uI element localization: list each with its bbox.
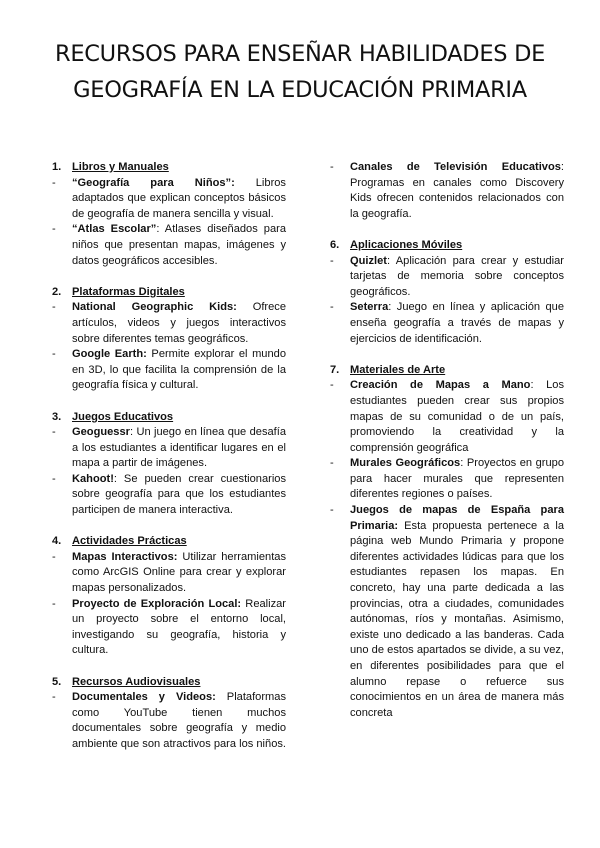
section-heading xyxy=(52,410,286,426)
item-description: : Los estudiantes pueden crear sus propios mapas de su comunidad o de un país, promoviendo la creatividad y la comprensión geográfica xyxy=(350,379,564,454)
section-heading xyxy=(52,285,286,301)
item-term: Documentales y Videos: xyxy=(72,691,216,704)
item-term: Creación de Mapas a Mano xyxy=(350,379,531,392)
section-title: Libros y Manuales xyxy=(72,161,169,173)
section-number: 6. xyxy=(330,238,340,251)
section xyxy=(330,363,564,722)
item-text xyxy=(72,222,286,269)
list-item xyxy=(330,254,564,301)
bullet-dash: - xyxy=(52,426,56,439)
section xyxy=(52,410,286,519)
item-text xyxy=(72,300,286,347)
bullet-dash: - xyxy=(330,254,334,267)
item-term: Geoguessr xyxy=(72,426,130,439)
section-title: Actividades Prácticas xyxy=(72,535,187,548)
bullet-dash: - xyxy=(52,472,56,485)
list-item xyxy=(52,300,286,347)
list-item xyxy=(52,690,286,752)
item-text xyxy=(72,425,286,472)
item-description: Ofrece artículos, videos y juegos interactivos sobre diferentes temas geográficos. xyxy=(72,301,287,345)
item-description: Utilizar herramientas como ArcGIS Online para crear y explorar mapas personalizados. xyxy=(72,550,286,595)
document-title xyxy=(0,36,600,108)
item-description: : Proyectos en grupo para hacer murales que representen diferentes regiones o países. xyxy=(350,457,564,501)
section xyxy=(52,534,286,659)
item-text xyxy=(350,160,564,222)
section-heading xyxy=(52,534,286,550)
section-number: 5. xyxy=(52,675,62,688)
section-number: 1. xyxy=(52,161,62,173)
item-description: Libros adaptados que explican conceptos básicos de geografía de manera sencilla y visual. xyxy=(72,176,286,220)
item-text xyxy=(72,472,286,519)
list-item xyxy=(52,347,286,394)
bullet-dash: - xyxy=(330,457,334,470)
list-item xyxy=(52,597,286,659)
list-item xyxy=(52,472,286,519)
list-item xyxy=(52,425,286,472)
section-heading xyxy=(330,238,564,254)
item-text xyxy=(350,456,564,503)
item-description: : Programas en canales como Discovery Kids ofrecen contenidos relacionados con la geografía. xyxy=(350,161,564,220)
section-title: Juegos Educativos xyxy=(72,410,174,423)
section-heading xyxy=(330,363,564,379)
bullet-dash: - xyxy=(330,379,334,392)
item-text xyxy=(350,378,564,456)
section-title: Recursos Audiovisuales xyxy=(72,675,201,688)
item-term: Mapas Interactivos: xyxy=(72,550,178,563)
item-text xyxy=(72,347,286,394)
item-text xyxy=(350,300,564,347)
document-body xyxy=(52,160,564,753)
bullet-dash: - xyxy=(52,597,56,610)
item-term: Juegos de mapas de España para Primaria: xyxy=(350,504,564,532)
item-description: : Se pueden crear cuestionarios sobre geografía para que los estudiantes participen de manera interactiva. xyxy=(72,472,286,517)
item-text xyxy=(350,503,564,721)
bullet-dash: - xyxy=(330,504,334,517)
section-number: 2. xyxy=(52,285,62,298)
item-term: Kahoot! xyxy=(72,472,114,485)
item-term: Google Earth: xyxy=(72,348,147,361)
section xyxy=(52,285,286,394)
item-description: : Aplicación para crear y estudiar tarjetas de memoria sobre conceptos geográficos. xyxy=(350,254,564,298)
list-item xyxy=(52,222,286,269)
title-line-2: GEOGRAFÍA EN LA EDUCACIÓN PRIMARIA xyxy=(73,77,527,103)
item-term: Murales Geográficos xyxy=(350,457,461,470)
list-item xyxy=(330,160,564,222)
section-title: Aplicaciones Móviles xyxy=(350,238,463,251)
list-item xyxy=(330,503,564,721)
item-text xyxy=(72,176,286,223)
bullet-dash: - xyxy=(52,176,56,189)
bullet-dash: - xyxy=(52,691,56,704)
list-item xyxy=(330,378,564,456)
item-term: Quizlet xyxy=(350,254,387,267)
list-item xyxy=(52,176,286,223)
bullet-dash: - xyxy=(52,348,56,361)
item-description: Esta propuesta pertenece a la página web Mundo Primaria y propone diferentes actividades lúdicas para que los estudiantes repasen los mapas. En concreto, hay una parte dedicada a las provincias, otra a ciudades, comunidades autónomas, ríos y montañas. Asimismo, existe uno dedicado a las banderas. Cada uno de estos apartados se divide, a su vez, en diferentes posibilidades para que el alumno repase o refuerce sus conocimientos en un área de manera más concreta xyxy=(350,519,564,719)
bullet-dash: - xyxy=(330,161,334,173)
list-item xyxy=(330,300,564,347)
item-term: Proyecto de Exploración Local: xyxy=(72,597,242,610)
item-term: National Geographic Kids: xyxy=(72,301,237,314)
list-item xyxy=(52,550,286,597)
section-heading xyxy=(52,675,286,691)
section-number: 7. xyxy=(330,363,340,376)
item-description: : Atlases diseñados para niños que presentan mapas, imágenes y datos geográficos accesibles. xyxy=(72,223,286,267)
item-description: Plataformas como YouTube tienen muchos documentales sobre geografía y medio ambiente que son atractivos para los niños. xyxy=(72,691,286,750)
item-term: “Geografía para Niños”: xyxy=(72,176,235,189)
section-title: Materiales de Arte xyxy=(350,363,446,376)
section xyxy=(330,238,564,347)
section-heading xyxy=(52,160,286,176)
item-text xyxy=(350,254,564,301)
section xyxy=(52,160,286,269)
section-title: Plataformas Digitales xyxy=(72,285,185,298)
item-text xyxy=(72,550,286,597)
section-number: 3. xyxy=(52,410,62,423)
bullet-dash: - xyxy=(52,301,56,314)
title-line-1: RECURSOS PARA ENSEÑAR HABILIDADES DE xyxy=(54,41,546,67)
item-text xyxy=(72,597,286,659)
item-term: “Atlas Escolar” xyxy=(72,223,157,236)
item-description: : Juego en línea y aplicación que enseña geografía a través de mapas y ejercicios de identificación. xyxy=(350,301,564,345)
item-description: : Un juego en línea que desafía a los estudiantes a identificar lugares en el mapa a partir de imágenes. xyxy=(72,426,286,470)
bullet-dash: - xyxy=(330,301,334,314)
item-text xyxy=(72,690,286,752)
section-number: 4. xyxy=(52,535,62,548)
item-term: Seterra xyxy=(350,301,389,314)
item-term: Canales de Televisión Educativos xyxy=(350,161,561,173)
item-description: Realizar un proyecto sobre el entorno local, investigando su geografía, historia y cultura. xyxy=(72,597,286,657)
bullet-dash: - xyxy=(52,550,56,563)
bullet-dash: - xyxy=(52,223,56,236)
item-description: Permite explorar el mundo en 3D, lo que facilita la comprensión de la geografía física y cultural. xyxy=(72,348,286,392)
list-item xyxy=(330,456,564,503)
